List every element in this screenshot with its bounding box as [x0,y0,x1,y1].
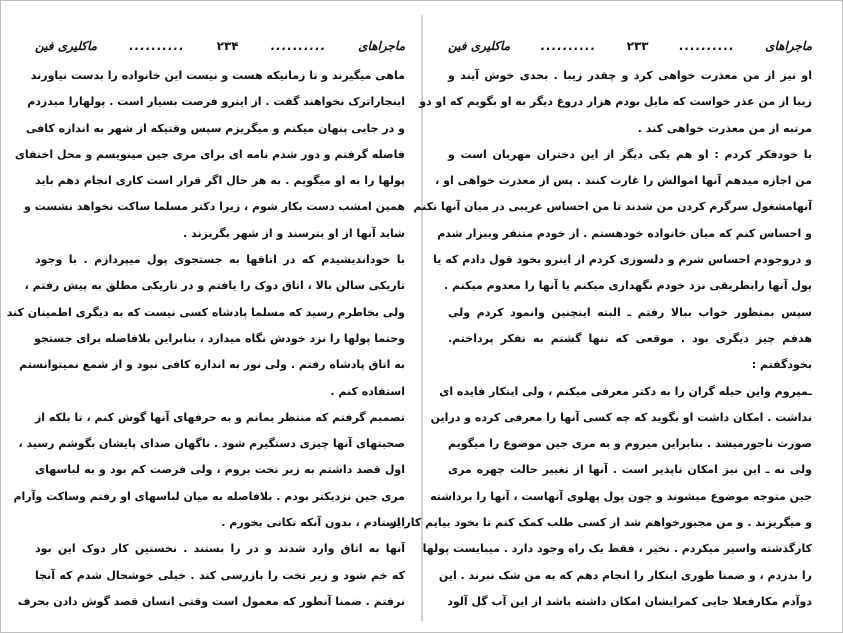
text-line: صورت ناجورمیشد . بنابراین میروم و به مری جین موضوع را میگویم [448,437,812,451]
text-line: اینجاراترک نخواهند گفت . از اینرو فرصت بسیار است . پولهارا میدزدم [27,95,405,109]
header-title: ماجراهای [358,39,405,53]
text-line: و در جایی پنهان میکنم و میگریزم سپس وقتیکه از شهر به اندازه کافی [25,121,405,135]
text-line: زیبا از من عذر خواست که مایل بودم هزار دروغ دیگر به او بگویم که او دو [419,95,812,109]
text-line: او نیز از من معذرت خواهی کرد و چقدر زیبا . بحدی خوش آیند و [448,69,812,82]
text-line: ماهی میگیرند و تا زمانیکه هست و نیست این خانواده را بدست نیاورند [30,69,405,82]
text-line: مرتبه از من معذرت خواهی کند . [637,121,812,135]
text-line: استفاده کنم . [330,384,405,398]
text-line: مری جین نزدیکتر بودم . بلافاصله به میان لباسهای او رفتم وساکت وآرام [13,489,405,503]
text-line: پول آنها رابطریقی نزد خودم نگهداری میکنم یا آنها را معدوم میکنم . [443,279,812,293]
text-line: با خوداندیشیدم که در اتاقها به جستجوی پول میپردازم . با وجود [35,253,405,267]
header-author: ماکلیری فین [448,39,511,53]
text-line: شاید آنها از او بترسند و از شهر بگریزند . [183,226,405,240]
text-line: اول قصد داشتم به زیر تخت بروم ، ولی فرصت کم بود و به لباسهای [35,463,405,477]
page-body-left [6,63,405,615]
text-line: نرفتم . ضمنا آنطور که معمول است وقتی انسان قصد گوش دادن بحرف [17,594,405,608]
text-line: با خودفکر کردم : او هم یکی دیگر از این دختران مهربان است و [448,147,812,161]
text-line: کارگذشته واسیر میکردم . نخیر ، فقط یک راه وجود دارد . میبایست پولها [422,542,812,556]
text-line: سپس بمنظور خواب ببالا رفتم ـ البته اینچنین وانمود کردم ولی [448,305,812,319]
running-header-left [35,39,405,53]
page-number: ۲۳۴ [216,39,239,53]
text-line: به اتاق پادشاه رفتم . ولی نور به اندازه کافی نبود و از شمع نمیتوانستم [19,358,405,372]
page-body-right [390,63,812,615]
text-line: صحبتهای آنها چیزی دستگیرم شود . ناگهان صدای پایشان بگوشم رسید ، [18,437,405,451]
header-author: ماکلیری فین [35,39,98,53]
header-dots: .......... [270,39,327,53]
header-title: ماجراهای [765,39,812,53]
text-line: آنها به اتاق وارد شدند و در را بستند . نخستین کار دوک این بود [35,542,405,556]
text-line: تصمیم گرفتم که منتظر بمانم و به حرفهای آنها گوش کنم ، تا بلکه از [34,410,405,424]
text-line: را بدزدم ، و ضمنا طوری اینکار را انجام دهم که به من شک نبرند . این [438,568,812,582]
text-line: و دروجودم احساس شرم و دلسوزی کردم از اینرو بخود قول دادم که یا [433,253,812,267]
page-left [6,39,405,615]
text-line: و احساس کنم که میان خانواده خودهستم . از خودم متنفر وبیزار شدم [437,226,812,240]
text-line: هدفم چیز دیگری بود . موقعی که تنها گشتم به تفکر پرداختم. [448,331,812,345]
text-line: آنهامشغول سرگرم کردن من شدند تا من احساس غریبی در میان آنها نکنم [413,200,812,214]
text-line: ایستادم ، بدون آنکه تکانی بخورم . [221,516,405,530]
text-line: دوآدم مکارفعلا جایی کمرایشان امکان داشته باشد از این آب گل آلود [447,594,812,608]
text-line: همین امشب دست بکار شوم ، زیرا دکتر مسلما ساکت نخواهد نشست و [24,200,405,214]
header-dots: .......... [679,39,735,53]
text-line: پولها را به او میگویم . به هر حال اگر قرار است کاری انجام دهم باید [35,174,405,188]
text-line: ـمیروم واین حیله گران را به دکتر معرفی میکنم ، ولی اینکار فایده ای [439,384,812,398]
text-line: بخودگفتم : [751,358,812,372]
running-header-right [448,39,812,53]
text-line: که خم شود و زیر تخت را بازرسی کند . خیلی خوشحال شدم که آنجا [35,568,405,582]
text-line: تاریکی سالن بالا ، اتاق دوک را یافتم و در تاریکی مطلق به پیش رفتم ، [24,279,405,293]
text-line: فاصله گرفتم و دور شدم نامه ای برای مری جین مینویسم و محل اختفای [14,147,405,161]
page-number: ۲۳۳ [626,39,649,53]
header-dots: .......... [129,39,185,53]
text-line: و میگریزند . و من مجبورخواهم شد از کسی طلب کمک کنم تا بخود بیایم کار از [390,516,812,530]
text-line: وحتما پولها را نزد خودش نگاه میدارد ، بنابراین بلافاصله برای جستجو [34,331,405,345]
text-line: من اجازه میدهم آنها اموالش را غارت کنند . پس از معذرت خواهی او ، [435,174,812,188]
text-line: جین متوجه موضوع میشوند و چون پول پهلوی آنهاست ، آنها را برداشته [430,489,812,503]
header-dots: .......... [540,39,597,53]
text-line: ولی نه ـ این نیز امکان ناپذیر است . آنها از تغییر حالت چهره مری [448,463,812,477]
text-line: ولی بخاطرم رسید که مسلما پادشاه کسی نیست که به دیگری اطمینان کند [6,305,405,319]
text-line: نداشت . امکان داشت او بگوید که چه کسی آنها را معرفی کرده و دراین [430,410,812,424]
page-right [390,39,812,615]
